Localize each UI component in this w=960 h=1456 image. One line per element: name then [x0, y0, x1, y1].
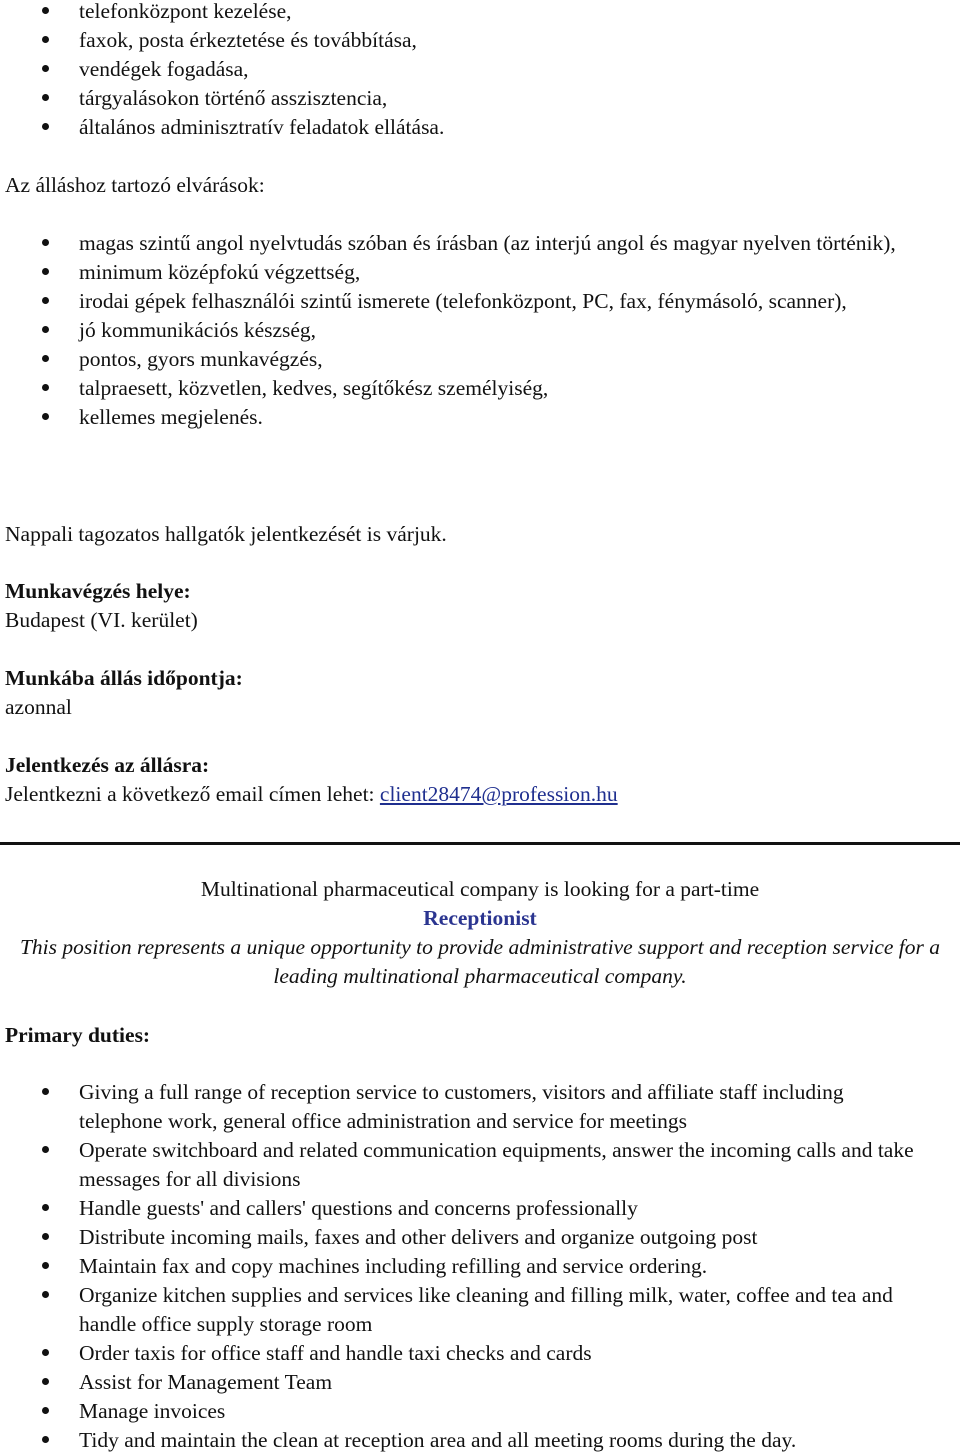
job-description: This position represents a unique opportunity to provide administrative support and reception service for a leading multinational pharmaceutical company.: [19, 935, 941, 988]
duties-list: [0, 1078, 929, 1455]
list-item: talpraesett, közvetlen, kedves, segítőkész személyiség,: [79, 374, 960, 403]
location-heading: Munkavégzés helye:: [5, 579, 191, 603]
list-item: Order taxis for office staff and handle taxi checks and cards: [79, 1339, 929, 1368]
apply-heading: Jelentkezés az állásra:: [5, 753, 210, 777]
list-item: általános adminisztratív feladatok ellátása.: [79, 113, 960, 142]
duties-heading: Primary duties:: [5, 1023, 151, 1047]
list-item: minimum középfokú végzettség,: [79, 258, 960, 287]
list-item: Manage invoices: [79, 1397, 929, 1426]
list-item: faxok, posta érkeztetése és továbbítása,: [79, 26, 960, 55]
list-item: kellemes megjelenés.: [79, 403, 960, 432]
list-item: Giving a full range of reception service to customers, visitors and affiliate staff including telephone work, general office administration and service for meetings: [79, 1078, 929, 1136]
list-item: Operate switchboard and related communication equipments, answer the incoming calls and take messages for all divisions: [79, 1136, 929, 1194]
tasks-list: [0, 0, 960, 142]
apply-line: [5, 780, 960, 809]
list-item: magas szintű angol nyelvtudás szóban és írásban (az interjú angol és magyar nyelven történik),: [79, 229, 960, 258]
start-value: azonnal: [5, 695, 72, 719]
list-item: pontos, gyors munkavégzés,: [79, 345, 960, 374]
list-item: Maintain fax and copy machines including refilling and service ordering.: [79, 1252, 929, 1281]
list-item: Organize kitchen supplies and services like cleaning and filling milk, water, coffee and tea and handle office supply storage room: [79, 1281, 929, 1339]
job-title: Receptionist: [423, 906, 537, 930]
section-divider: [0, 842, 960, 845]
apply-text: Jelentkezni a következő email címen lehet:: [5, 782, 380, 806]
students-note: Nappali tagozatos hallgatók jelentkezését is várjuk.: [5, 522, 447, 546]
list-item: Distribute incoming mails, faxes and other delivers and organize outgoing post: [79, 1223, 929, 1252]
list-item: tárgyalásokon történő asszisztencia,: [79, 84, 960, 113]
list-item: telefonközpont kezelése,: [79, 0, 960, 26]
requirements-heading: Az álláshoz tartozó elvárások:: [5, 173, 265, 197]
email-link[interactable]: client28474@profession.hu: [379, 782, 618, 806]
list-item: Tidy and maintain the clean at reception area and all meeting rooms during the day.: [79, 1426, 929, 1455]
english-intro: Multinational pharmaceutical company is looking for a part-time: [200, 877, 760, 901]
start-heading: Munkába állás időpontja:: [5, 666, 243, 690]
list-item: Handle guests' and callers' questions and concerns professionally: [79, 1194, 929, 1223]
location-value: Budapest (VI. kerület): [5, 608, 198, 632]
list-item: irodai gépek felhasználói szintű ismerete (telefonközpont, PC, fax, fénymásoló, scanner),: [79, 287, 960, 316]
list-item: vendégek fogadása,: [79, 55, 960, 84]
list-item: jó kommunikációs készség,: [79, 316, 960, 345]
list-item: Assist for Management Team: [79, 1368, 929, 1397]
requirements-list: [0, 229, 960, 432]
